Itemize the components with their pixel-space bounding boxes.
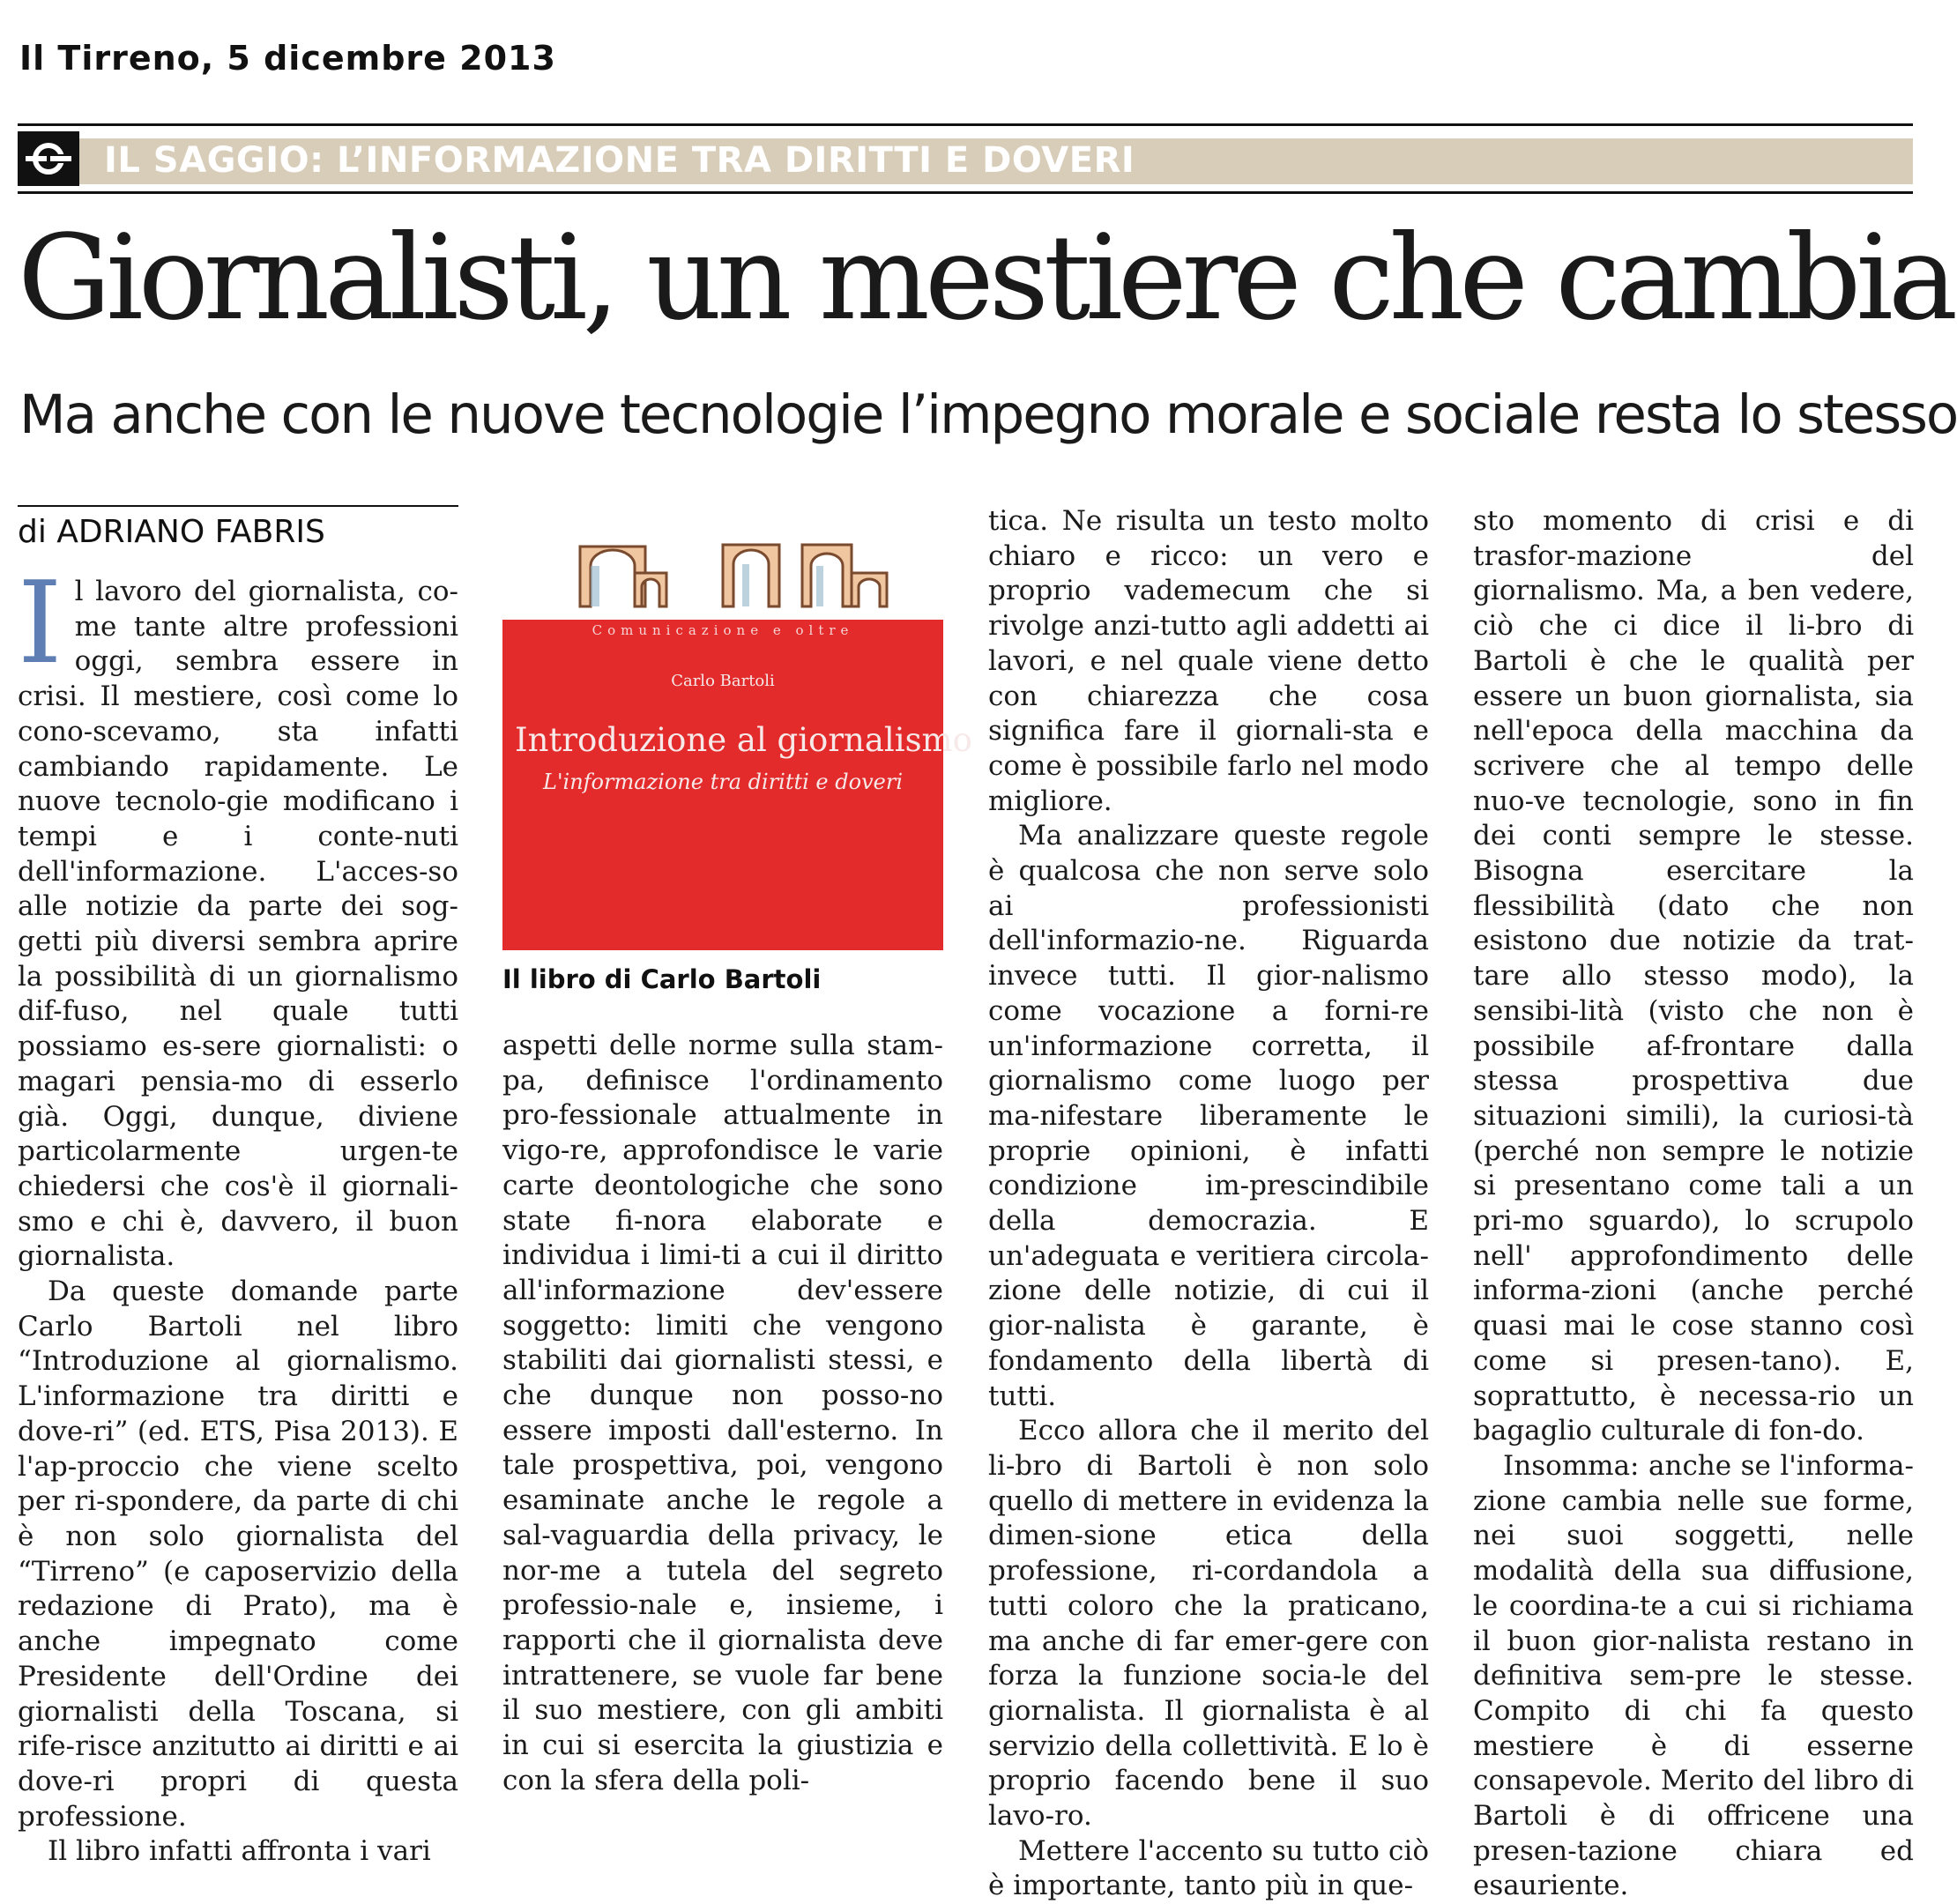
article-column-3 [988,504,1429,1902]
paragraph-text: l lavoro del giornalista, co-me tante altre professioni oggi, sembra essere in crisi. Il mestiere, così come lo cono-scevamo, sta infatti cambiando rapidamente. Le nuove tecnolo-gie modificano i tempi e i conte-nuti dell'informazione. L'acces-so alle notizie da parte dei sog-getti più diversi sembra aprire la possibilità di un giornalismo dif-fuso, nel quale tutti possiamo es-sere giornalisti: o magari pensia-mo di esserlo già. Oggi, dunque, diviene particolarmente urgen-te chiedersi che cos'è il giornali-smo e chi è, davvero, il buon giornalista. [18,576,458,1273]
subheadline: Ma anche con le nuove tecnologie l’impegno morale e sociale resta lo stesso [19,383,1957,446]
topic-bar [18,123,1913,194]
article-paragraph [18,558,458,1275]
book-cover-image [502,509,972,950]
arches-illustration-icon [502,509,943,620]
cover-title: Introduzione al giornalismo [515,721,972,759]
image-caption: Il libro di Carlo Bartoli [502,964,822,994]
drop-cap: I [18,558,63,689]
cover-top-band [502,509,943,620]
article-column-4 [1473,504,1914,1902]
byline: di ADRIANO FABRIS [18,505,458,550]
article-paragraph: tica. Ne risulta un testo molto chiaro e ricco: un vero e proprio vademecum che si rivolge anzi-tutto agli addetti ai lavori, e nel quale viene detto con chiarezza che cosa significa fare il giornali-sta e come è possibile farlo nel modo migliore. [988,505,1429,817]
cover-subtitle: L'informazione tra diritti e doveri [543,770,903,794]
article-paragraph: Insomma: anche se l'informa-zione cambia nelle sue forme, nei suoi soggetti, nelle modalità della sua diffusione, le coordina-te a cui si richiama il buon gior-nalista restano in definitiva sem-pre le stesse. Compito di chi fa questo mestiere è di esserne consapevole. Merito del libro di Bartoli è di offricene una presen-tazione chiara ed esauriente. [1473,1449,1914,1902]
article-paragraph: aspetti delle norme sulla stam-pa, definisce l'ordinamento pro-fessionale attualmente in vigo-re, approfondisce le varie carte deontologiche che sono state fi-nora elaborate e individua i limi-ti a cui il diritto all'informazione dev'essere soggetto: limiti che vengono stabiliti dai giornalisti stessi, e che dunque non posso-no essere imposti dall'esterno. In tale prospettiva, poi, vengono esaminate anche le regole a sal-vaguardia della privacy, le nor-me a tutela del segreto professio-nale e, insieme, i rapporti che il giornalista deve intrattenere, se vuole far bene il suo mestiere, con gli ambiti in cui si esercita la giustizia e con la sfera della poli- [502,1030,943,1796]
article-paragraph: Ma analizzare queste regole è qualcosa che non serve solo ai professionisti dell'informazio-ne. Riguarda invece tutti. Il gior-nalismo come vocazione a forni-re un'informazione corretta, il giornalismo come luogo per ma-nifestare liberamente le proprie opinioni, è infatti condizione im-prescindibile della democrazia. E un'adeguata e veritiera circola-zione delle notizie, di cui il gior-nalista è garante, è fondamento della libertà di tutti. [988,820,1429,1412]
article-paragraph: Il libro infatti affronta i vari [48,1835,431,1868]
headline: Giornalisti, un mestiere che cambia [18,211,1953,346]
dateline: Il Tirreno, 5 dicembre 2013 [19,39,556,78]
cover-series: Comunicazione e oltre [592,622,854,638]
article-paragraph: Ecco allora che il merito del li-bro di Bartoli è non solo quello di mettere in evidenza la dimen-sione etica della professione, ri-cordandola a tutti coloro che la praticano, ma anche di far emer-gere con forza la funzione socia-le del giornalista. Il giornalista è al servizio della collettività. E lo è proprio facendo bene il suo lavo-ro. [988,1415,1429,1833]
article-paragraph: sto momento di crisi e di trasfor-mazione del giornalismo. Ma, a ben vedere, ciò che ci dice il li-bro di Bartoli è che le qualità per essere un buon giornalista, sia nell'epoca della macchina da scrivere che al tempo delle nuo-ve tecnologie, sono in fin dei conti sempre le stesse. Bisogna esercitare la flessibilità (dato che non esistono due notizie da trat-tare allo stesso modo), la sensibi-lità (visto che non è possibile af-frontare dalla stessa prospettiva due situazioni simili), la curiosi-tà (perché non sempre le notizie si presentano come tali a un pri-mo sguardo), lo scrupolo nell' approfondimento delle informa-zioni (anche perché quasi mai le cose stanno così come si presen-tano). E, soprattutto, è necessa-rio un bagaglio culturale di fon-do. [1473,505,1914,1447]
cover-author: Carlo Bartoli [671,672,775,690]
article-paragraph: Mettere l'accento su tutto ciò è importante, tanto più in que- [988,1834,1429,1902]
topic-label: IL SAGGIO: L’INFORMAZIONE TRA DIRITTI E DOVERI [104,140,1135,181]
section-logo-icon [18,131,79,186]
article-paragraph: Da queste domande parte Carlo Bartoli nel libro “Introduzione al giornalismo. L'informazione tra diritti e dove-ri” (ed. ETS, Pisa 2013). E l'ap-proccio che viene scelto per ri-spondere, da parte di chi è non solo giornalista del “Tirreno” (e caposervizio della redazione di Prato), ma è anche impegnato come Presidente dell'Ordine dei giornalisti della Toscana, si rife-risce anzitutto ai diritti e ai dove-ri propri di questa professione. [18,1276,458,1833]
article-column-1 [18,558,458,1868]
article-column-2 [502,1029,943,1796]
